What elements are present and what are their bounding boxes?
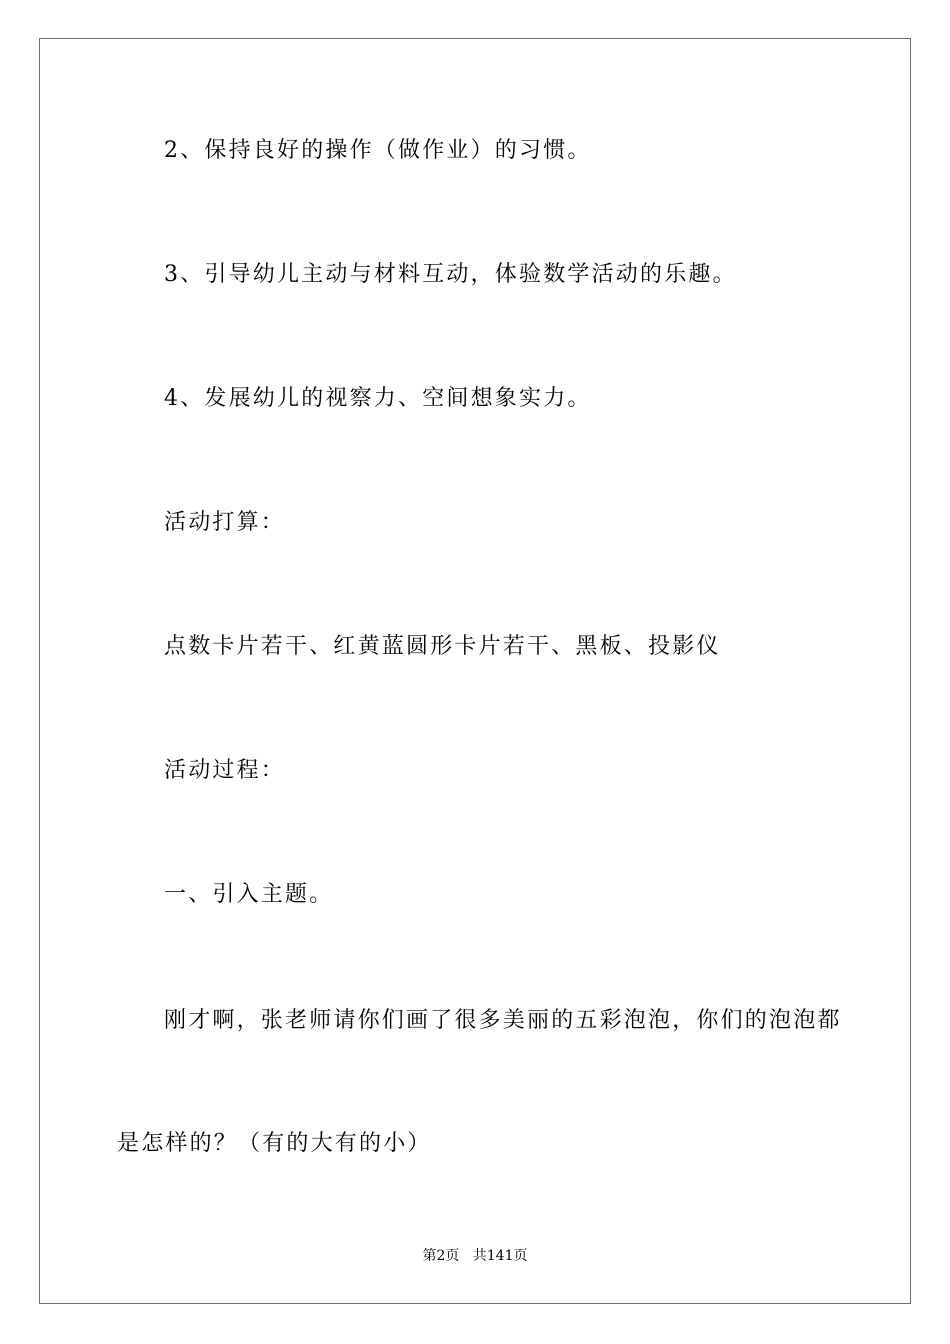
paragraph-intro-line-2: 是怎样的？（有的大有的小） [117, 1131, 432, 1156]
paragraph-goal-3: 3、引导幼儿主动与材料互动，体验数学活动的乐趣。 [164, 262, 737, 287]
section-heading-process: 活动过程： [164, 758, 286, 783]
paragraph-materials: 点数卡片若干、红黄蓝圆形卡片若干、黑板、投影仪 [164, 634, 721, 659]
page-border [39, 38, 911, 1304]
section-heading-preparation: 活动打算： [164, 510, 286, 535]
paragraph-goal-2: 2、保持良好的操作（做作业）的习惯。 [164, 138, 592, 163]
step-heading-1: 一、引入主题。 [164, 882, 334, 907]
page-number-footer: 第2页 共141页 [422, 1248, 528, 1264]
paragraph-intro-line-1: 刚才啊，张老师请你们画了很多美丽的五彩泡泡，你们的泡泡都 [164, 1008, 842, 1033]
paragraph-goal-4: 4、发展幼儿的视察力、空间想象实力。 [164, 386, 592, 411]
